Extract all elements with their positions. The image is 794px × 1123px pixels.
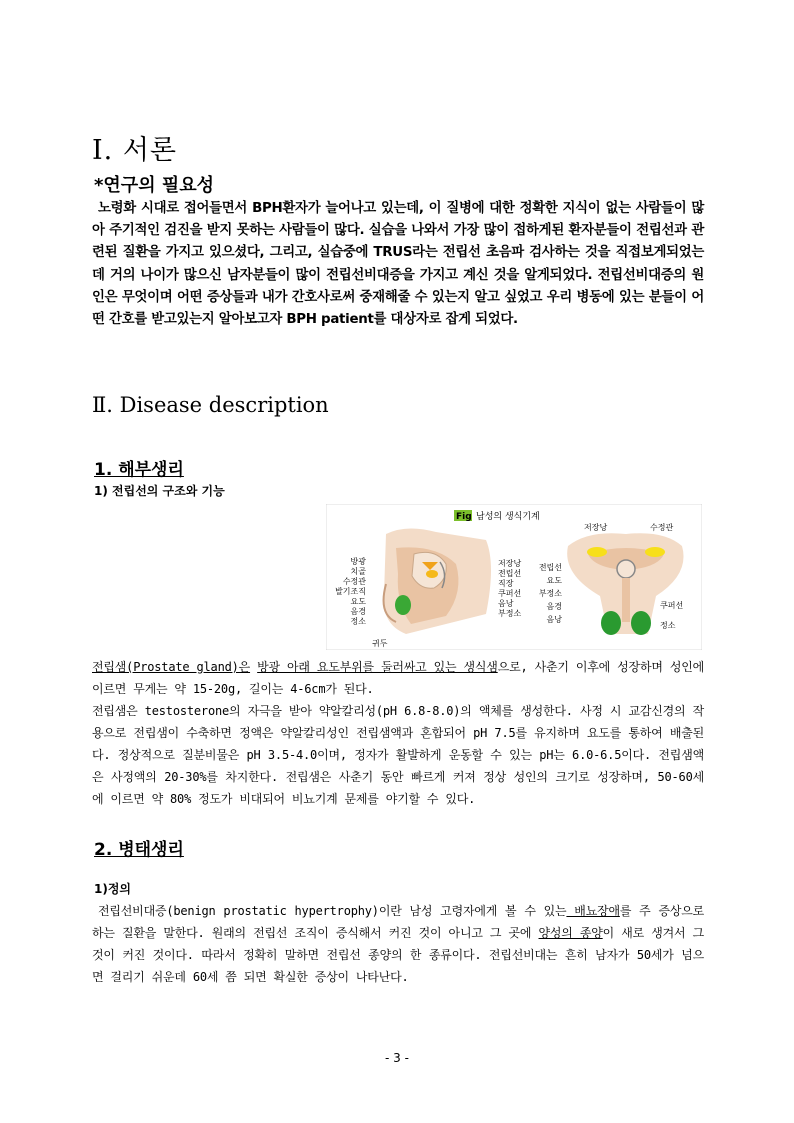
- left-label: 발기조직: [335, 587, 366, 596]
- left-label: 치골: [350, 567, 366, 576]
- right-label: 요도: [546, 576, 562, 585]
- right-top-left-label: 저장낭: [584, 523, 608, 532]
- definition-part-c: 이 새로 생겨서 그것이 커진 것이다. 따라서 정확히 말하면 전립선 종양의 한 종류이다. 전립선비대는 흔히 남자가 50세가 넘으면 걸리기 쉬운데 60세 쯤 되면 확실한 증상이 나타난다.: [92, 926, 704, 984]
- left-label-right: 부정소: [498, 609, 522, 618]
- urination-disorder-underlined: 배뇨장애: [566, 904, 620, 918]
- figure-title: 남성의 생식기계: [476, 512, 540, 522]
- definition-paragraph: [92, 900, 704, 988]
- section2-subtitle: 1)정의: [94, 882, 132, 896]
- right-label-right: 정소: [660, 621, 676, 630]
- right-label: 부정소: [538, 589, 562, 598]
- prostate-description: [92, 656, 704, 810]
- left-label: 음경: [350, 607, 366, 616]
- fig-tag-label: Fig: [456, 512, 472, 522]
- left-label-right: 쿠퍼선: [498, 589, 522, 598]
- intro-paragraph: [92, 198, 704, 331]
- left-label-right: 직장: [498, 579, 514, 588]
- benign-tumor-underlined: 양성의 종양: [538, 926, 603, 940]
- definition-part-a: 전립선비대증(benign prostatic hypertrophy)이란 남성 고령자에게 볼 수 있는: [98, 904, 567, 918]
- left-label: 방광: [350, 557, 366, 566]
- prostate-location-underlined: 방광 아래 요도부위를 둘러싸고 있는 생식샘: [257, 660, 498, 674]
- page-number: - 3 -: [385, 1051, 409, 1065]
- left-label: 수정관: [342, 577, 366, 586]
- section-heading-introduction: Ⅰ. 서론: [92, 135, 177, 166]
- definition-text: [92, 900, 704, 988]
- section2-title: 2. 병태생리: [94, 840, 184, 860]
- left-label-right: 저장낭: [498, 559, 522, 568]
- prostate-para-2: 전립샘은 testosterone의 자극을 받아 약알칼리성(pH 6.8-8.0)의 액체를 생성한다. 사정 시 교감신경의 작용으로 전립샘이 수축하면 정액은 약알칼리성인 전립샘액과 혼합되어 pH 7.5를 유지하며 요도를 통하여 배출된다. 정상적으로 질분비물은 pH 3.5-4.0이며, 정자가 활발하게 운동할 수 있는 pH는 6.0-6.5이다. 전립샘액은 사정액의 20-30%를 차지한다. 전립샘은 사춘기 동안 빠르게 커져 정상 성인의 크기로 성장하며, 50-60세에 이르면 약 80% 정도가 비대되어 비뇨기계 문제를 야기할 수 있다.: [92, 704, 704, 806]
- left-label: 요도: [350, 597, 366, 606]
- prostate-para-1: [92, 656, 704, 700]
- right-label: 전립선: [538, 563, 562, 572]
- section1-title: 1. 해부생리: [94, 460, 184, 480]
- left-label-right: 전립선: [498, 569, 522, 578]
- right-label-right: 쿠퍼선: [660, 601, 684, 610]
- right-top-right-label: 수정관: [650, 523, 674, 532]
- subheading-research-need: *연구의 필요성: [94, 175, 215, 196]
- prostate-para-1-rest: 으로, 사춘기 이후에 성장하며 성인에 이르면 무게는 약 15-20g, 길이는 4-6cm가 된다.: [92, 660, 704, 696]
- left-label: 정소: [350, 617, 366, 626]
- right-label: 음경: [546, 602, 562, 611]
- section-heading-disease-description: Ⅱ. Disease description: [92, 393, 329, 417]
- left-label-right: 음낭: [498, 599, 514, 608]
- anatomy-figure: [326, 504, 702, 650]
- definition-part-b: 를 주 증상으로 하는 질환을 말한다. 원래의 전립선 조직이 증식해서 커진 것이 아니고 그 곳에: [92, 904, 705, 940]
- glans-label: 귀두: [372, 639, 388, 648]
- anatomy-illustration: [326, 504, 702, 650]
- right-label: 음낭: [546, 615, 562, 624]
- intro-paragraph-text: 노령화 시대로 접어들면서 BPH환자가 늘어나고 있는데, 이 질병에 대한 정확한 지식이 없는 사람들이 많아 주기적인 검진을 받지 못하는 사람들이 많다. 실습을 나와서 가장 많이 접하게된 환자분들이 전립선과 관련된 질환을 가지고 있으셨다, 그리고, 실습중에 TRUS라는 전립선 초음파 검사하는 것을 직접보게되었는데 거의 나이가 많으신 남자분들이 많이 전립선비대증을 가지고 계신 것을 알게되었다. 전립선비대증의 원인은 무엇이며 어떤 증상들과 내가 간호사로써 중재해줄 수 있는지 알고 싶었고 우리 병동에 있는 분들이 어떤 간호를 받고있는지 알아보고자 BPH patient를 대상자로 잡게 되었다.: [92, 201, 704, 328]
- section1-subtitle: 1) 전립선의 구조와 기능: [94, 484, 225, 498]
- prostate-lead: 전립샘(Prostate gland)은: [92, 660, 251, 674]
